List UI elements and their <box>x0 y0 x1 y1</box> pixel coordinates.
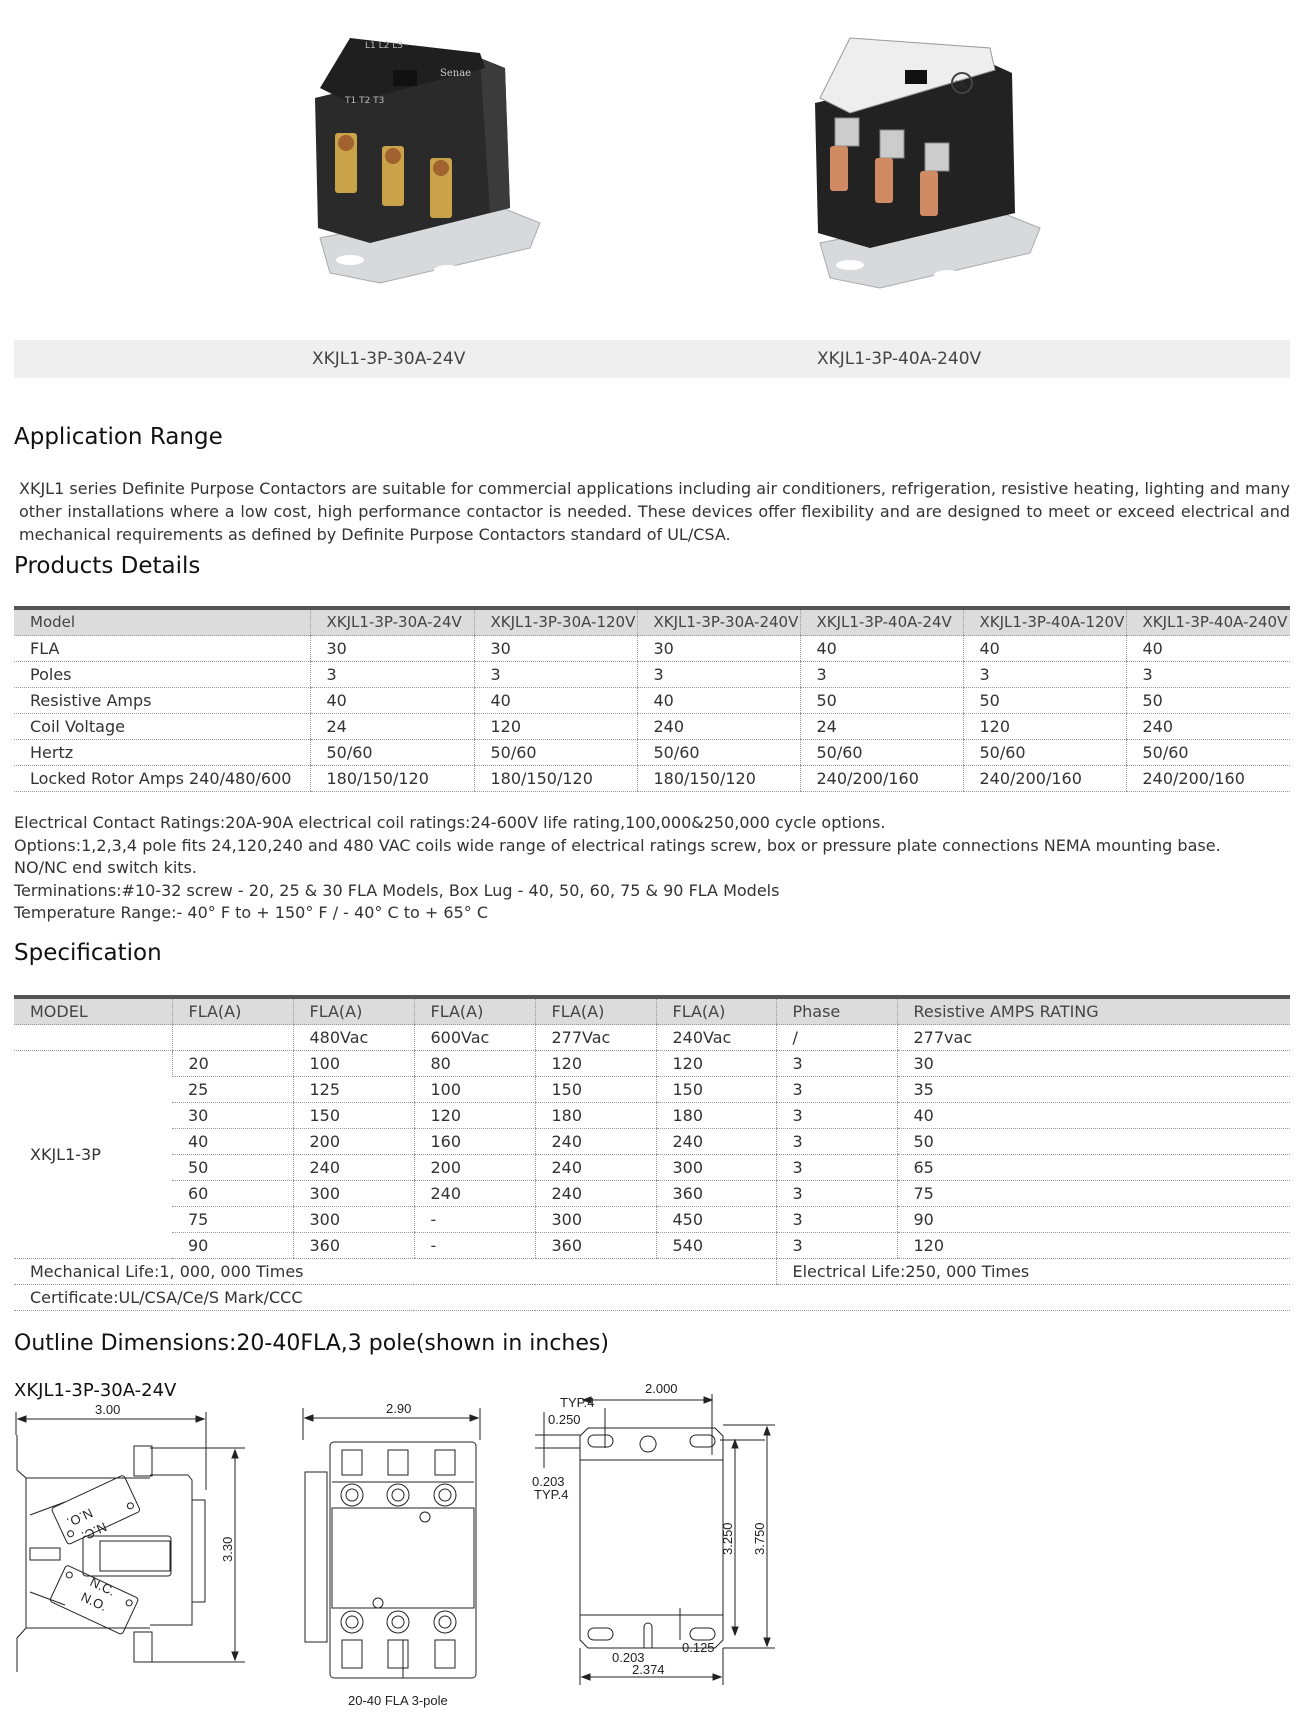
cell: 75 <box>897 1181 1290 1207</box>
cell: 120 <box>414 1103 535 1129</box>
specification-title: Specification <box>14 940 162 966</box>
cell: 50 <box>963 688 1126 714</box>
dim-top-spacing: 2.000 <box>645 1381 678 1396</box>
cell: 180 <box>535 1103 656 1129</box>
base-view-drawing <box>520 1380 780 1710</box>
cell: 30 <box>897 1051 1290 1077</box>
cell: 3 <box>776 1129 897 1155</box>
table-row <box>14 1051 1290 1077</box>
dim-typ-top: TYP.4 <box>560 1395 595 1410</box>
cell: 50 <box>172 1155 293 1181</box>
dim-slot-width: 0.203 <box>532 1474 565 1489</box>
header-cell: XKJL1-3P-40A-120V <box>963 608 1126 636</box>
cell: 480Vac <box>293 1025 414 1051</box>
cell: 180/150/120 <box>637 766 800 792</box>
cell: 3 <box>1126 662 1290 688</box>
cell: 180/150/120 <box>310 766 474 792</box>
note-line: Terminations:#10-32 screw - 20, 25 & 30 FLA Models, Box Lug - 40, 50, 60, 75 & 90 FLA Models <box>14 880 780 900</box>
header-cell: XKJL1-3P-30A-240V <box>637 608 800 636</box>
header-cell: FLA(A) <box>656 997 776 1025</box>
cell: 50/60 <box>637 740 800 766</box>
side-view-diagram-icon <box>0 1400 260 1700</box>
header-cell: XKJL1-3P-40A-24V <box>800 608 963 636</box>
outline-model: XKJL1-3P-30A-24V <box>14 1380 177 1401</box>
switch-bottom-label-1: N.C. <box>87 1574 118 1599</box>
model-cell: XKJL1-3P <box>14 1051 172 1259</box>
cell: 50/60 <box>963 740 1126 766</box>
cell: 50 <box>1126 688 1290 714</box>
table-row-certificate <box>14 1285 1290 1311</box>
outline-title: Outline Dimensions:20-40FLA,3 pole(shown in inches) <box>14 1331 609 1356</box>
dim-bottom-width: 2.374 <box>632 1662 665 1677</box>
cell <box>14 1025 172 1051</box>
application-range-text: XKJL1 series Definite Purpose Contactors are suitable for commercial applications including air conditioners, refrigeration, resistive heating, lighting and many other installations where a low cost, high performance contactor is needed. These devices offer flexibility and are designed to meet or exceed electrical and mechanical requirements as defined by Definite Purpose Contactors standard of UL/CSA. <box>19 479 1290 544</box>
table-row <box>14 1207 1290 1233</box>
cell: 90 <box>172 1233 293 1259</box>
cell: 360 <box>293 1233 414 1259</box>
cell: 150 <box>656 1077 776 1103</box>
note-line: Temperature Range:- 40° F to + 150° F / - 40° C to + 65° C <box>14 903 488 922</box>
cell: 100 <box>414 1077 535 1103</box>
cell: 3 <box>776 1181 897 1207</box>
dim-slot-offset: 0.250 <box>548 1412 581 1427</box>
cell: 240 <box>535 1181 656 1207</box>
table-row <box>14 714 1290 740</box>
header-cell: MODEL <box>14 997 172 1025</box>
products-details-table <box>14 606 1290 792</box>
cell: 277Vac <box>535 1025 656 1051</box>
cell: 40 <box>474 688 637 714</box>
table-row <box>14 740 1290 766</box>
cell: 300 <box>535 1207 656 1233</box>
cell: 24 <box>800 714 963 740</box>
cell: 120 <box>535 1051 656 1077</box>
cell: 125 <box>293 1077 414 1103</box>
table-row <box>14 688 1290 714</box>
product-caption-bar <box>14 340 1290 378</box>
product-notes <box>14 812 1221 925</box>
header-cell: XKJL1-3P-30A-120V <box>474 608 637 636</box>
cell: 300 <box>293 1181 414 1207</box>
cell: 240/200/160 <box>963 766 1126 792</box>
cell: 90 <box>897 1207 1290 1233</box>
header-cell: FLA(A) <box>172 997 293 1025</box>
svg-text:Senae: Senae <box>440 68 472 79</box>
table-row <box>14 1155 1290 1181</box>
cell: 65 <box>897 1155 1290 1181</box>
header-cell: Resistive AMPS RATING <box>897 997 1290 1025</box>
cell: 360 <box>535 1233 656 1259</box>
cell: 50/60 <box>474 740 637 766</box>
note-line: Electrical Contact Ratings:20A-90A electrical coil ratings:24-600V life rating,100,000&250,000 cycle options. <box>14 813 886 832</box>
note-line: Options:1,2,3,4 pole fits 24,120,240 and 480 VAC coils wide range of electrical ratings screw, box or pressure plate connections NEMA mounting base. <box>14 835 1221 855</box>
cell: 240 <box>1126 714 1290 740</box>
product-photo-30a <box>290 8 550 298</box>
cell: 40 <box>897 1103 1290 1129</box>
cell: 30 <box>474 636 637 662</box>
dim-height-3-30: 3.30 <box>220 1536 235 1562</box>
svg-text:L1 L2 L3: L1 L2 L3 <box>365 41 403 51</box>
cell: 160 <box>414 1129 535 1155</box>
dim-bottom-offset: 0.125 <box>682 1640 715 1655</box>
cell: Poles <box>14 662 310 688</box>
cell: Hertz <box>14 740 310 766</box>
front-view-caption: 20-40 FLA 3-pole <box>348 1693 448 1708</box>
application-range-title: Application Range <box>14 424 223 450</box>
cell: 240/200/160 <box>1126 766 1290 792</box>
dim-inner-height: 3.250 <box>720 1522 735 1555</box>
cell: 240 <box>414 1181 535 1207</box>
specification-table <box>14 995 1290 1311</box>
svg-text:UL: UL <box>955 80 967 90</box>
cell: 3 <box>776 1155 897 1181</box>
table-row <box>14 1129 1290 1155</box>
cell: 120 <box>656 1051 776 1077</box>
cell: 600Vac <box>414 1025 535 1051</box>
cell: 60 <box>172 1181 293 1207</box>
cell: 30 <box>172 1103 293 1129</box>
cell: 240 <box>293 1155 414 1181</box>
cell: - <box>414 1207 535 1233</box>
cell: 3 <box>776 1233 897 1259</box>
cell: 240 <box>535 1155 656 1181</box>
cell: 3 <box>776 1077 897 1103</box>
header-cell: Phase <box>776 997 897 1025</box>
table-header-row <box>14 608 1290 636</box>
cell: 277vac <box>897 1025 1290 1051</box>
table-subheader-row <box>14 1025 1290 1051</box>
cell: 40 <box>1126 636 1290 662</box>
product-photo-40a <box>790 8 1050 298</box>
cell: 50 <box>800 688 963 714</box>
front-view-diagram-icon <box>290 1400 510 1730</box>
table-row <box>14 1103 1290 1129</box>
table-row <box>14 636 1290 662</box>
cell: 240 <box>656 1129 776 1155</box>
cell: 40 <box>310 688 474 714</box>
cell: 450 <box>656 1207 776 1233</box>
table-row-life <box>14 1259 1290 1285</box>
header-cell: FLA(A) <box>293 997 414 1025</box>
cell: 24 <box>310 714 474 740</box>
cell: 40 <box>637 688 800 714</box>
header-cell: FLA(A) <box>414 997 535 1025</box>
table-header-row <box>14 997 1290 1025</box>
switch-top-label-2: N.C. <box>79 1519 110 1544</box>
cell: 50/60 <box>1126 740 1290 766</box>
cell: 50/60 <box>310 740 474 766</box>
cell: 50/60 <box>800 740 963 766</box>
contactor-image-icon <box>290 8 550 298</box>
switch-top-label-1: N.O. <box>64 1505 96 1531</box>
base-view-diagram-icon <box>520 1380 780 1710</box>
side-view-drawing <box>0 1400 260 1700</box>
table-row <box>14 1181 1290 1207</box>
cell: 120 <box>897 1233 1290 1259</box>
cell: 75 <box>172 1207 293 1233</box>
cell: 40 <box>800 636 963 662</box>
cell: 20 <box>172 1051 293 1077</box>
product-caption-30a: XKJL1-3P-30A-24V <box>312 349 466 369</box>
cell: 120 <box>963 714 1126 740</box>
dim-typ-side: TYP.4 <box>534 1487 569 1502</box>
cell: 360 <box>656 1181 776 1207</box>
cell: / <box>776 1025 897 1051</box>
switch-bottom-label-2: N.O. <box>78 1589 110 1615</box>
cell: Coil Voltage <box>14 714 310 740</box>
cell: 240 <box>637 714 800 740</box>
cell: 30 <box>310 636 474 662</box>
cell: Resistive Amps <box>14 688 310 714</box>
cell: FLA <box>14 636 310 662</box>
table-row <box>14 1077 1290 1103</box>
table-row <box>14 662 1290 688</box>
header-cell: Model <box>14 608 310 636</box>
cell: 120 <box>474 714 637 740</box>
table-row <box>14 1233 1290 1259</box>
cell: 180 <box>656 1103 776 1129</box>
header-cell: FLA(A) <box>535 997 656 1025</box>
cell: 40 <box>172 1129 293 1155</box>
cell: - <box>414 1233 535 1259</box>
cell: 50 <box>897 1129 1290 1155</box>
dim-keyhole-width: 0.203 <box>612 1650 645 1665</box>
table-row <box>14 766 1290 792</box>
cell: 3 <box>637 662 800 688</box>
contactor-image-icon <box>790 8 1050 298</box>
products-details-title: Products Details <box>14 553 201 579</box>
cell: 3 <box>776 1103 897 1129</box>
cell: 3 <box>776 1051 897 1077</box>
electrical-life: Electrical Life:250, 000 Times <box>776 1259 1290 1285</box>
cell: 180/150/120 <box>474 766 637 792</box>
note-line: NO/NC end switch kits. <box>14 858 197 877</box>
dim-width-2-90: 2.90 <box>386 1401 412 1416</box>
mechanical-life: Mechanical Life:1, 000, 000 Times <box>14 1259 776 1285</box>
cell: 200 <box>293 1129 414 1155</box>
cell: 100 <box>293 1051 414 1077</box>
cell: 40 <box>963 636 1126 662</box>
cell: 150 <box>535 1077 656 1103</box>
cell: 300 <box>656 1155 776 1181</box>
cell: 25 <box>172 1077 293 1103</box>
cell: 240 <box>535 1129 656 1155</box>
cell: 240Vac <box>656 1025 776 1051</box>
cell: 540 <box>656 1233 776 1259</box>
cell: 200 <box>414 1155 535 1181</box>
cell: 3 <box>963 662 1126 688</box>
cell: 30 <box>637 636 800 662</box>
front-view-drawing <box>290 1400 510 1730</box>
cell: 3 <box>310 662 474 688</box>
cell: 300 <box>293 1207 414 1233</box>
header-cell: XKJL1-3P-30A-24V <box>310 608 474 636</box>
cell: 150 <box>293 1103 414 1129</box>
cell: 240/200/160 <box>800 766 963 792</box>
cell: 3 <box>776 1207 897 1233</box>
cell <box>172 1025 293 1051</box>
dim-outer-height: 3.750 <box>752 1522 767 1555</box>
header-cell: XKJL1-3P-40A-240V <box>1126 608 1290 636</box>
cell: 3 <box>474 662 637 688</box>
certificate: Certificate:UL/CSA/Ce/S Mark/CCC <box>14 1285 1290 1311</box>
cell: 80 <box>414 1051 535 1077</box>
dim-width-3-00: 3.00 <box>95 1402 121 1417</box>
cell: 35 <box>897 1077 1290 1103</box>
cell: 3 <box>800 662 963 688</box>
svg-text:T1 T2 T3: T1 T2 T3 <box>345 96 385 106</box>
cell: Locked Rotor Amps 240/480/600 <box>14 766 310 792</box>
product-caption-40a: XKJL1-3P-40A-240V <box>817 349 982 369</box>
